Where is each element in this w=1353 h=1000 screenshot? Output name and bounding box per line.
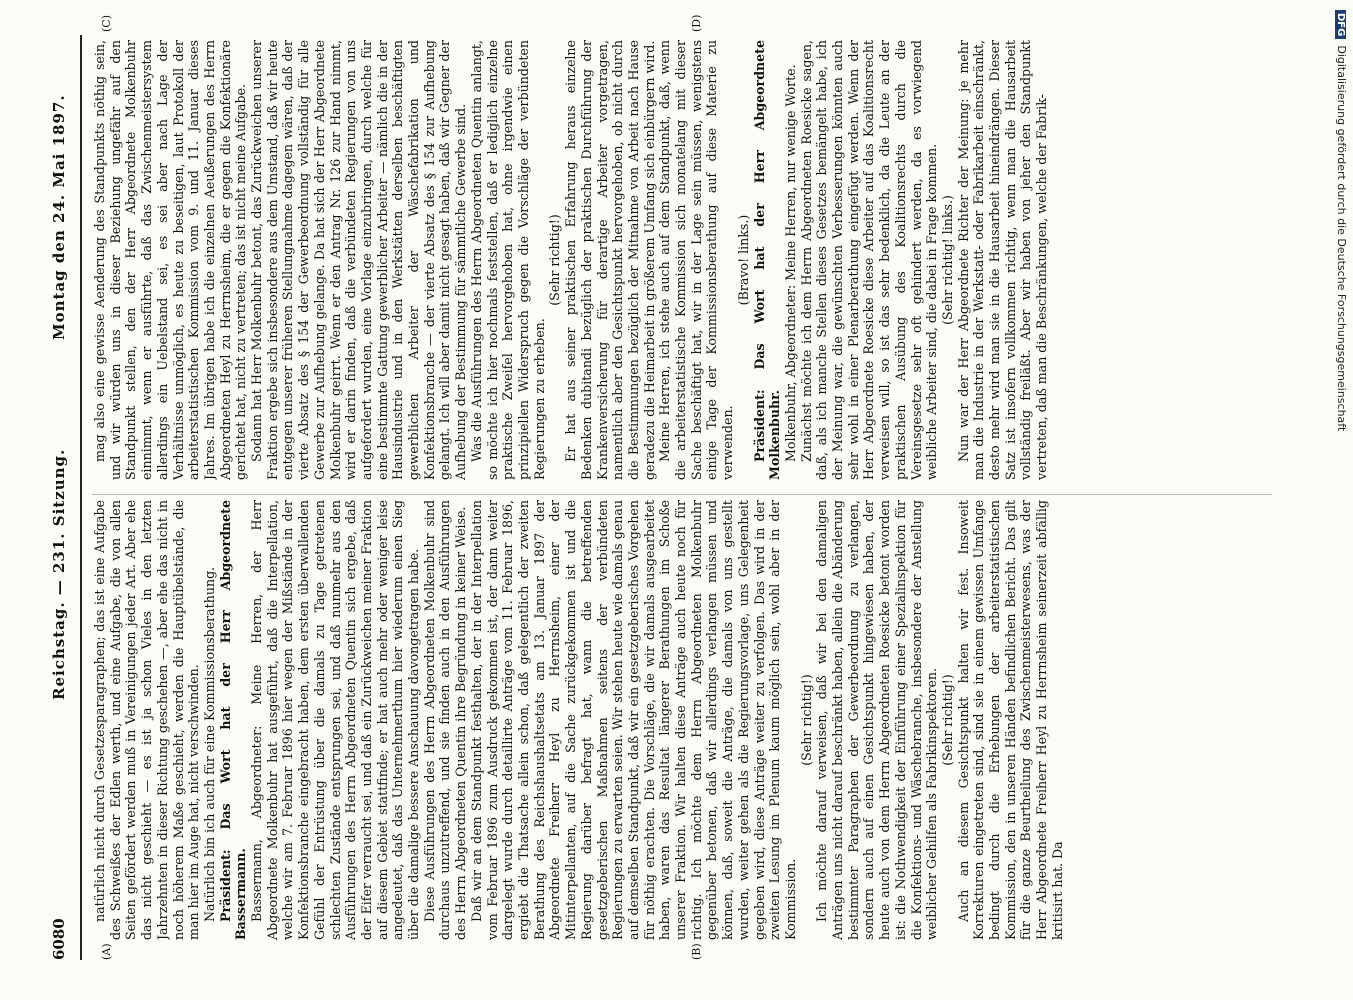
speaker-line: Präsident: Das Wort hat der Herr Abgeordnete Molkenbuhr. [751, 40, 783, 480]
side-credit-text-wrap [1330, 10, 1348, 990]
paragraph: Natürlich bin ich auch für eine Kommissionsberathung. [201, 566, 217, 922]
paragraph: Was die Ausführungen des Herrn Abgeordneten Quentin anlangt, so möchte ich hier nochmals feststellen, daß er lediglich einzelne praktische Zweifel hervorgehoben hat, ohne irgendwie einen prinzipiellen Widerspruch gegen die Vorschläge der verbündeten Regierungen zu erheben. [468, 40, 547, 480]
interjection: (Sehr richtig!) [798, 674, 814, 766]
paragraph: Sodann hat Herr Molkenbuhr betont, das Zurückweichen unserer Fraktion ergebe sich insbesondere aus dem Umstand, daß wir heute entgegen unserer früheren Stellungnahme dagegen wären, daß der vierte Absatz des § 154 der Gewerbeordnung vollständig für alle Gewerbe zur Aufhebung gelange. Da hat sich der Herr Abgeordnete Molkenbuhr geirrt. Wenn er den Antrag Nr. 126 zur Hand nimmt, wird er darin finden, daß die verbündeten Regierungen von uns aufgefordert wurden, eine Vorlage einzubringen, durch welche für eine bestimmte Gattung gewerblicher Arbeiter — nämlich die in der Hausindustrie und in den Werkstätten derselben beschäftigten gewerblichen Arbeiter der Wäschefabrikation und Konfektionsbranche — der vierte Absatz des § 154 zur Aufhebung gelangt. Ich will aber damit nicht gesagt haben, daß wir Gegner der Aufhebung der Bestimmung für sämmtliche Gewerbe sind. [249, 40, 469, 480]
paragraph: Bassermann, Abgeordneter: Meine Herren, der Herr Abgeordnete Molkenbuhr hat ausgeführt, daß die Interpellation, welche wir am 7. Februar 1896 hier wegen der Mißstände in der Konfektionsbranche eingebracht haben, dem ersten überwallenden Gefühl der Entrüstung über die damals zu Tage getretenen schlechten Zustände entsprungen sei, und daß nunmehr aus den Ausführungen des Herrn Abgeordneten Quentin sich ergebe, daß der Eifer verraucht sei, und daß ein Zurückweichen meiner Fraktion auf diesem Gebiet stattfinde; er hat auch mehr oder weniger leise angedeutet, daß das Unternehmerthum hier wiederum einen Sieg über die damalige bessere Anschauung davongetragen habe. [249, 500, 422, 940]
paragraph: Meine Herren, ich stehe auch auf dem Standpunkt, daß, wenn die arbeiterstatistische Kommission sich monatelang mit dieser Sache beschäftigt hat, wir in der Lage sein müssen, wenigstens einige Tage der Kommissionsberathung auf diese Materie zu verwenden. [657, 40, 736, 480]
header-rule [80, 35, 82, 960]
page-date: Montag den 24. Mai 1897. [50, 94, 68, 340]
paragraph: Molkenbuhr, Abgeordneter: Meine Herren, nur wenige Worte. [782, 64, 798, 462]
paragraph: mag also eine gewisse Aenderung des Standpunkts nöthig sein, und wir würden uns in dieser Beziehung ungefähr auf den Standpunkt stellen, den der Herr Abgeordnete Molkenbuhr einnimmt, wenn er ausführte, daß das Zwischenmeistersystem allerdings ein Uebelstand sei, es sei aber nach Lage der Verhältnisse unmöglich, es heute zu beseitigen, laut Protokoll der arbeiterstatistischen Kommission vom 9. und 11. Januar dieses Jahres. Im übrigen habe ich die einzelnen Aeußerungen des Herrn Abgeordneten Heyl zu Herrnsheim, die er gegen die Konfektionäre gerichtet hat, nicht zu vertreten; das ist nicht meine Aufgabe. [92, 40, 249, 480]
interjection: (Sehr richtig!) [939, 674, 955, 766]
paragraph: Zunächst möchte ich dem Herrn Abgeordneten Roesicke sagen, daß, als ich manche Stellen dieses Gesetzes bemängelt habe, ich der Meinung war, die gewünschten Verbesserungen könnten auch sehr wohl in einer Plenarberathung eingefügt werden. Wenn der Herr Abgeordnete Roesicke diese Arbeiter auf das Koalitionsrecht verweisen will, so ist das sehr bedenklich, da die Leute an der praktischen Ausübung des Koalitionsrechts durch die Vereinsgesetze sehr oft gehindert werden, da es vorwiegend weibliche Arbeiter sind, die dabei in Frage kommen. [798, 40, 940, 480]
paragraph: Diese Ausführungen des Herrn Abgeordneten Molkenbuhr sind durchaus unzutreffend, und sie finden auch in den Ausführungen des Herrn Abgeordneten Quentin ihre Begründung in keiner Weise. [421, 500, 469, 940]
page-number: 6080 [50, 918, 68, 960]
margin-mark-d: (D) [690, 14, 703, 32]
margin-mark-b: (B) [690, 943, 703, 960]
speaker-line: Präsident: Das Wort hat der Herr Abgeordnete Bassermann. [217, 500, 249, 940]
paragraph: Daß wir an dem Standpunkt festhalten, der in der Interpellation vom Februar 1896 zum Ausdruck gekommen ist, der dann weiter dargelegt wurde durch detaillirte Anträge vom 11. Februar 1896, ergiebt die Thatsache allein schon, daß gelegentlich der zweiten Berathung des Reichshaushaltsetats am 13. Januar 1897 der Abgeordnete Freiherr Heyl zu Herrnsheim, einer der Mitinterpellanten, auf die Sache zurückgekommen ist und die Regierung darüber befragt hat, wann die betreffenden gesetzgeberischen Maßnahmen seitens der verbündeten Regierungen zu erwarten seien. Wir stehen heute wie damals genau auf demselben Standpunkt, daß wir ein gesetzgeberisches Vorgehen für nöthig erachten. Die Vorschläge, die wir damals ausgearbeitet haben, waren das Resultat längerer Berathungen im Schoße unserer Fraktion. Wir halten diese Anträge auch heute noch für richtig. Ich möchte dem Herrn Abgeordneten Molkenbuhr gegenüber betonen, daß wir allerdings verlangen müssen und können, daß, soweit die Anträge, die damals von uns gestellt wurden, weiter gehen als die Regierungsvorlage, uns Gelegenheit gegeben wird, diese Anträge weiter zu verfolgen. Das wird in der zweiten Lesung im Plenum kaum möglich sein, wohl aber in der Kommission. [468, 500, 798, 940]
paragraph: Er hat aus seiner praktischen Erfahrung heraus einzelne Bedenken dubitandi bezüglich der praktischen Durchführung der Krankenversicherung für derartige Arbeiter vorgetragen, namentlich aber den Gesichtspunkt hervorgehoben, ob nicht durch die Bestimmungen bezüglich der Mitnahme von Arbeit nach Hause geradezu die Heimarbeit in größerem Umfang sich einbürgern wird. [563, 40, 657, 480]
page-title: Reichstag. — 231. Sitzung. [50, 448, 68, 700]
margin-mark-a: (A) [100, 943, 113, 960]
paragraph: natürlich nicht durch Gesetzesparagraphen; das ist eine Aufgabe des Schweißes der Edlen werth, und eine Aufgabe, die von allen Seiten gefördert werden muß in Vereinigungen jeder Art. Aber ehe das nicht geschieht — es ist ja schon Vieles in den letzten Jahrzehnten in dieser Richtung geschehen —, aber ehe das nicht in noch höherem Maße geschieht, werden die Hauptübelstände, die man hier im Auge hat, nicht verschwinden. [92, 500, 202, 940]
text-column-left [92, 500, 1272, 940]
side-credit [1330, 10, 1350, 990]
column-divider [92, 494, 1272, 495]
paragraph: Ich möchte darauf verweisen, daß wir bei den damaligen Anträgen uns nicht darauf beschränkt haben, allein die Abänderung bestimmter Paragraphen der Gewerbeordnung zu verlangen, sondern auch auf einen Gesichtspunkt hingewiesen haben, der heute auch von dem Herrn Abgeordneten Roesicke betont worden ist: die Nothwendigkeit der Einführung einer Spezialinspektion für die Konfektions- und Wäschebranche, insbesondere der Anstellung weiblicher Gehilfen als Fabrikinspektoren. [814, 500, 940, 940]
margin-mark-c: (C) [100, 15, 113, 32]
page-header [50, 40, 80, 960]
interjection: (Sehr richtig!) [547, 214, 563, 306]
text-column-right [92, 40, 1272, 480]
dfg-logo: DFG [1335, 10, 1346, 39]
interjection: (Bravo! links.) [735, 214, 751, 306]
paragraph: Nun war der Herr Abgeordnete Richter der Meinung: je mehr man die Industrie in der Werkstatt- oder Fabrikarbeit einschränkt, desto mehr wird man sie in die Hausarbeit hineindrängen. Dieser Satz ist insofern vollkommen richtig, wenn man die Hausarbeit vollständig freiläßt. Aber wir haben von jeher den Standpunkt vertreten, daß man die Beschränkungen, welche der Fabrik- [955, 40, 1050, 480]
side-credit-text: Digitalisierung gefördert durch die Deutsche Forschungsgemeinschaft [1335, 45, 1348, 432]
paragraph: Auch an diesem Gesichtspunkt halten wir fest. Insoweit Korrekturen eingetreten sind, sind sie in einem gewissen Umfange bedingt durch die Erhebungen der arbeiterstatistischen Kommission, den in unseren Händen befindlichen Bericht. Das gilt für die ganze Beurtheilung des Zwischenmeisterwesens, was der Herr Abgeordnete Freiherr Heyl zu Herrnsheim seinerzeit abfällig kritisirt hat. Da [955, 500, 1065, 940]
interjection: (Sehr richtig! links.) [939, 195, 955, 325]
